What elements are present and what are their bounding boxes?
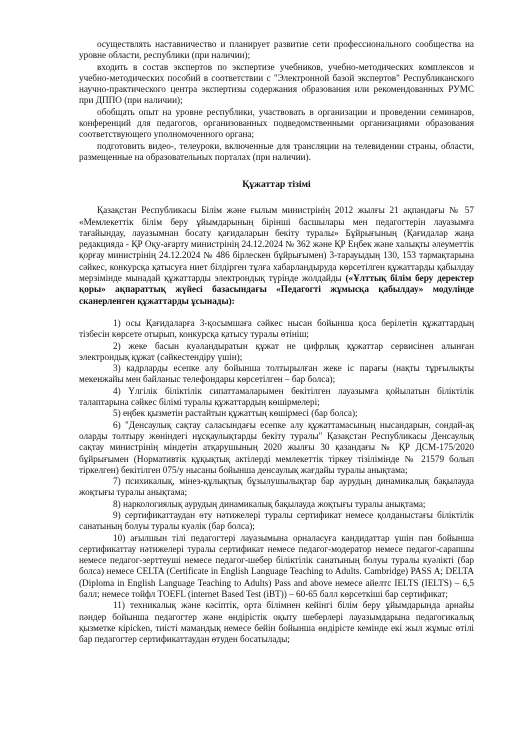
list-item: обобщать опыт на уровне республики, участвовать в организации и проведении семинаров, конференций для педагогов, организованных подведомственными организациями образования соответствующего уполномоченного органа; [79, 106, 474, 140]
document-item: 5) еңбек қызметін растайтын құжаттың көшірмесі (бар болса); [113, 408, 358, 419]
list-item: подготовить видео-, телеуроки, включенные для трансляции на телевидении страны, области, размещенные на образовательных порталах (при наличии). [79, 140, 474, 162]
list-item: входить в состав экспертов по экспертизе учебников, учебно-методических комплексов и учебно-методических пособий в соответствии с "Электронной базой экспертов" Республиканского научно-практического центра экспертизы содержания образования или рекомендованных РУМС при ДППО (при наличии); [79, 61, 474, 106]
list-item: осуществлять наставничество и планирует развитие сети профессионального сообщества на уровне области, республики (при наличии); [79, 39, 474, 61]
document-item: 4) Үлгілік біліктілік сипаттамаларымен бекітілген лауазымға қойылатын біліктілік талаптарына сәйкес білімі туралы құжаттардың көшірмелері; [79, 385, 474, 408]
spacer [79, 307, 474, 318]
section-heading: Құжаттар тізімі [242, 179, 311, 191]
document-item: 11) техникалық және кәсіптік, орта білімнен кейінгі білім беру ұйымдарында арнайы пәндер бойынша педагогтер және өндірістік оқыту шеберлері лауазымдарына педагогикалық қызметке кірісken, тиісті мамандық немесе бейін бойынша өндірісте кемінде екі жыл жұмыс өтілі бар педагогтер сертификаттаудан өтуден босатылады; [79, 600, 474, 645]
documents-list [79, 318, 474, 646]
intro-paragraph [79, 205, 474, 307]
document-item: 7) психикалық, мінез-құлықтық бұзылушылықтар бар аурудың динамикалық бақылауда жоқтығы туралы анықтама; [79, 476, 474, 498]
document-item: 9) сертификаттаудан өту нәтижелері туралы сертификат немесе қолданыстағы біліктілік санатының болуы туралы куәлік (бар болса); [79, 509, 474, 532]
document-item: 3) кадрларды есепке алу бойынша толтырылған жеке іс парағы (нақты тұрғылықты мекенжайы мен байланыс телефондары көрсетілген – бар болса); [79, 363, 474, 385]
intro-bold-text: («Ұлттық білім беру деректер қоры» ақпараттық жүйесі базасындағы «Педагогті жұмысқа қабылдау» модулінде сканерленген құжаттарды ұсынады): [79, 273, 474, 306]
document-item: 1) осы Қағидаларға 3-қосымшаға сәйкес нысан бойынша қоса берілетін құжаттардың тізбесін көрсете отырып, конкурсқа қатысу туралы өтініш; [79, 317, 474, 340]
document-item: 2) жеке басын куәландыратын құжат не цифрлық құжаттар сервисінен алынған электрондық құжат (сәйкестендіру үшін); [79, 340, 474, 362]
document-item: 10) ағылшын тілі педагогтері лауазымына орналасуға кандидаттар үшін пән бойынша сертификаттау нәтижелері туралы сертификат немесе педагог-модератор немесе педагог-сарапшы немесе педагог-зерттеуші немесе педагог-шебер біліктілік санатының болуы туралы куәлікті (бар болса) немесе CELTA (Certificate in English Language Teaching to Adults. Cambridge) PASS A; DELTA (Diploma in English Language Teaching to Adults) Pass and above немесе айелтс IELTS (IELTS) – 6,5 балл; немесе тойфл TOEFL (internet Based Test (iBT)) – 60-65 балл көрсеткіші бар сертификат; [79, 532, 474, 600]
document-item: 8) наркологиялық аурудың динамикалық бақылауда жоқтығы туралы анықтама; [113, 498, 426, 509]
top-list [79, 39, 474, 163]
document-item: 6) "Денсаулық сақтау саласындағы есепке алу құжаттамасының нысандарын, сондай-ақ оларды толтыру жөніндегі нұсқаулықтарды бекіту туралы" Қазақстан Республикасы Денсаулық сақтау министрінің міндетін атқарушының 2020 жылғы 30 қазандағы № ҚР ДСМ-175/2020 бұйрығымен (Нормативтік құқықтық актілерді мемлекеттік тіркеу тізілімінде № 21579 болып тіркелген) бекітілген 075/у нысаны бойынша денсаулық жағдайы туралы анықтама; [79, 419, 474, 475]
intro-text: Қазақстан Республикасы Білім және ғылым министрінің 2012 жылғы 21 ақпандағы № 57 «Мемлекеттік білім беру ұйымдарының бірінші басшылары мен педагогтерін лауазымға тағайындау, лауазымнан босату қағидаларын бекіту туралы» Бұйрығының (Қағидалар жаңа редакцияда - ҚР Оқу-ағарту министрінің 24.12.2024 № 362 және ҚР Еңбек және халықты әлеуметтік қорғау министрінің 24.12.2024 № 486 бірлескен бұйрығымен) 3-тарауыдың 130, 153 тармақтарына сәйкес, конкурсқа қатысуға ниет білдірген тұлға хабарландыруда көрсетілген құжаттарды қабылдау мерзімінде мынадай құжаттарды электрондық түрінде жолдайды [79, 205, 474, 284]
